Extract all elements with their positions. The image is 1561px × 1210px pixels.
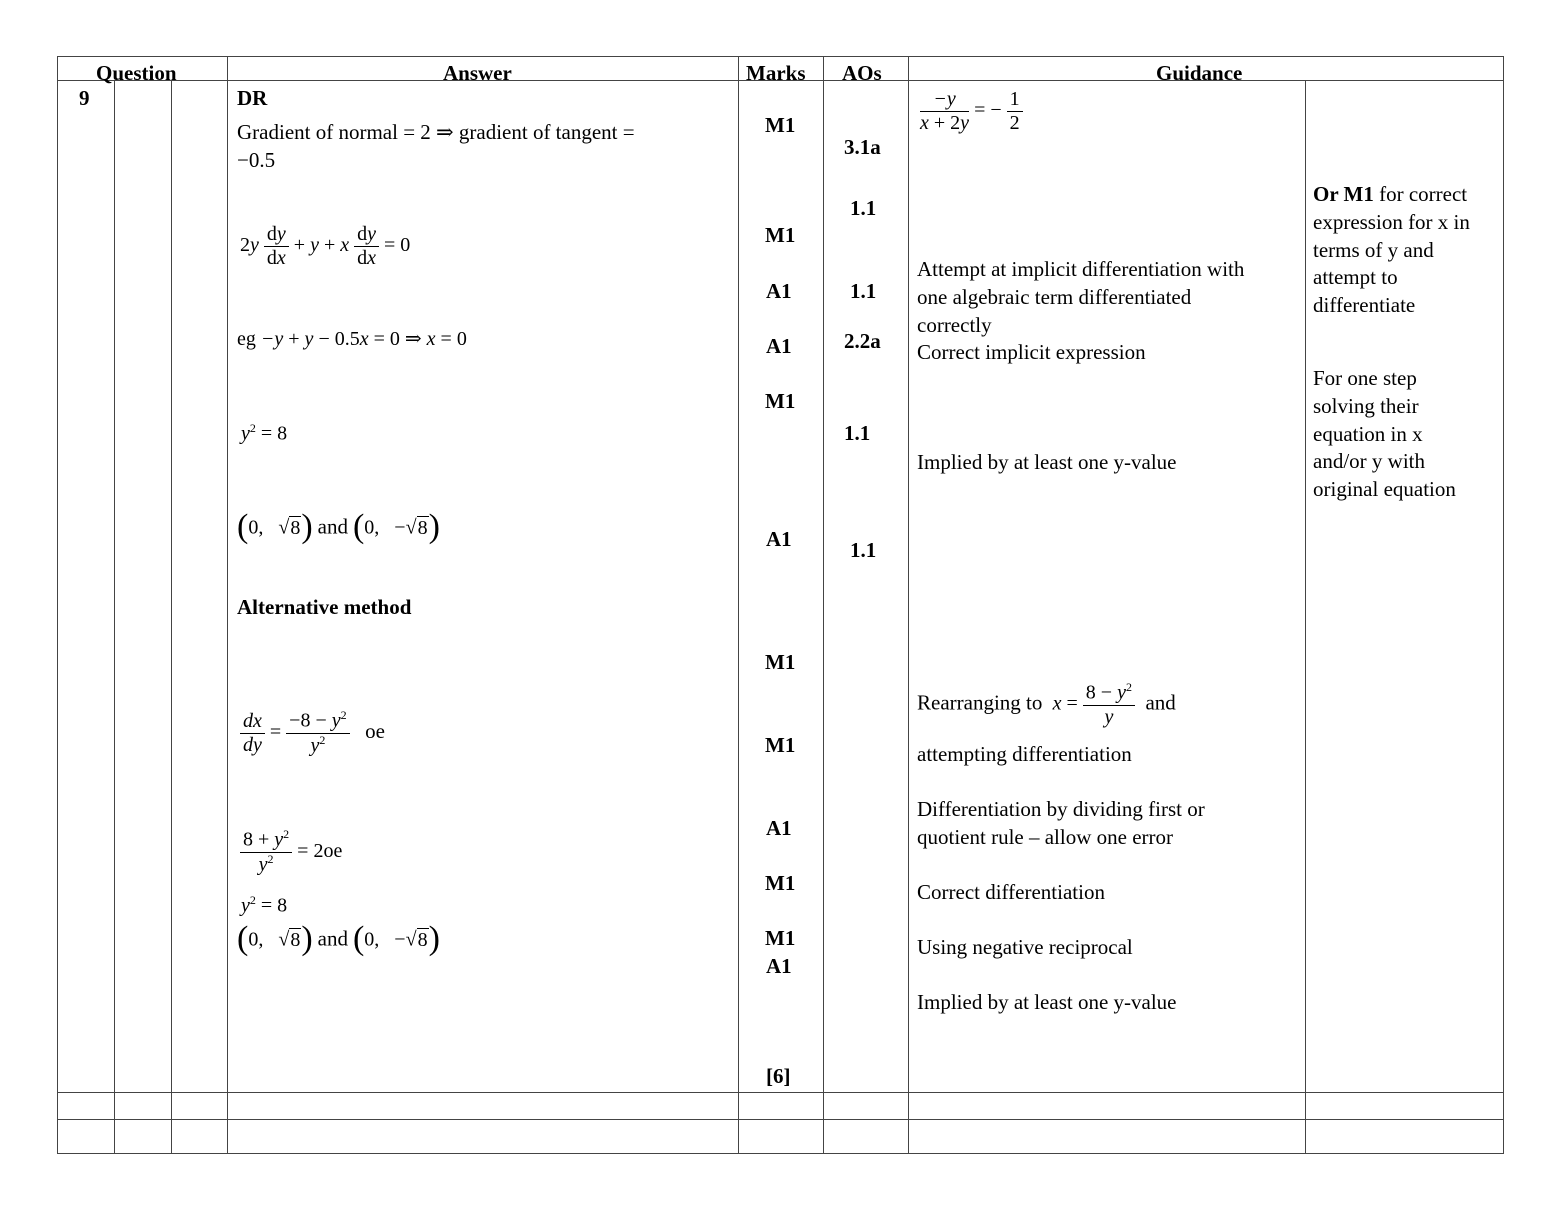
- extra-or-m1-line3: terms of y and: [1313, 238, 1434, 262]
- extra-one-step-1: For one step: [1313, 366, 1417, 390]
- guidance-implicit-attempt-3: correctly: [917, 313, 992, 337]
- extra-one-step-3: equation in x: [1313, 422, 1423, 446]
- guidance-implied-yvalue-2: Implied by at least one y-value: [917, 990, 1177, 1014]
- mark-3: A1: [766, 279, 792, 303]
- extra-or-m1-line2: expression for x in: [1313, 210, 1470, 234]
- mark-5: M1: [765, 389, 796, 413]
- guidance-implicit-attempt-1: Attempt at implicit differentiation with: [917, 257, 1245, 281]
- mark-11: M1: [765, 926, 796, 950]
- answer-gradient-line2: −0.5: [237, 148, 276, 172]
- extra-one-step-2: solving their: [1313, 394, 1419, 418]
- answer-y-squared-eq: $y^2 = 8$: [241, 421, 288, 445]
- mark-7: M1: [765, 650, 796, 674]
- answer-alt-points: (0, √8) and (0, −√8): [237, 920, 440, 957]
- answer-points: (0, √8) and (0, −√8): [237, 508, 440, 545]
- mark-9: A1: [766, 816, 792, 840]
- mark-total: [6]: [766, 1064, 791, 1088]
- answer-alternative-heading: Alternative method: [237, 595, 412, 619]
- answer-alt-dxdy: $\frac{dx}{dy}$ = $\frac{-8 - y^2}{y^2}$ oe: [240, 709, 385, 757]
- guidance-correct-implicit: Correct implicit expression: [917, 340, 1146, 364]
- guidance-fraction-equation: $\frac{-y}{x + 2y}$ = − $\frac{1}{2}$: [920, 88, 1023, 135]
- mark-12: A1: [766, 954, 792, 978]
- guidance-diff-dividing-2: quotient rule – allow one error: [917, 825, 1173, 849]
- answer-dr-label: DR: [237, 86, 268, 110]
- ao-5: 1.1: [844, 421, 871, 445]
- guidance-rearranging: Rearranging to x = $\frac{8 - y^2}{y}$ and: [917, 680, 1176, 728]
- guidance-diff-dividing-1: Differentiation by dividing first or: [917, 797, 1205, 821]
- ao-1: 3.1a: [844, 135, 881, 159]
- extra-one-step-4: and/or y with: [1313, 449, 1425, 473]
- answer-implicit-equation: 2y $\frac{dy}{dx}$ + y + x $\frac{dy}{dx}$ = 0: [240, 223, 411, 269]
- question-number: 9: [79, 86, 90, 110]
- ao-4: 2.2a: [844, 329, 881, 353]
- header-question: Question: [96, 61, 177, 85]
- header-marks: Marks: [746, 61, 806, 85]
- guidance-attempting-diff: attempting differentiation: [917, 742, 1132, 766]
- extra-or-m1-line5: differentiate: [1313, 293, 1416, 317]
- header-answer: Answer: [443, 61, 512, 85]
- mark-8: M1: [765, 733, 796, 757]
- answer-alt-y-squared: $y^2 = 8$: [241, 893, 288, 917]
- extra-one-step-5: original equation: [1313, 477, 1456, 501]
- answer-gradient-line1: Gradient of normal = 2 ⇒ gradient of tangent =: [237, 120, 635, 144]
- extra-or-m1-line4: attempt to: [1313, 265, 1398, 289]
- header-guidance: Guidance: [1156, 61, 1243, 85]
- header-aos: AOs: [842, 61, 882, 85]
- extra-or-m1-line1: Or M1 for correct: [1313, 182, 1468, 206]
- mark-4: A1: [766, 334, 792, 358]
- mark-6: A1: [766, 527, 792, 551]
- mark-10: M1: [765, 871, 796, 895]
- ao-6: 1.1: [850, 538, 877, 562]
- answer-alt-equation2: $\frac{8 + y^2}{y^2}$ = 2oe: [240, 828, 342, 876]
- guidance-implicit-attempt-2: one algebraic term differentiated: [917, 285, 1192, 309]
- ao-2: 1.1: [850, 196, 877, 220]
- ao-3: 1.1: [850, 279, 877, 303]
- guidance-correct-diff: Correct differentiation: [917, 880, 1105, 904]
- guidance-neg-reciprocal: Using negative reciprocal: [917, 935, 1133, 959]
- answer-eg-line: eg −y + y − 0.5x = 0 ⇒ x = 0: [237, 328, 467, 350]
- mark-2: M1: [765, 223, 796, 247]
- mark-1: M1: [765, 113, 796, 137]
- guidance-implied-yvalue-1: Implied by at least one y-value: [917, 450, 1177, 474]
